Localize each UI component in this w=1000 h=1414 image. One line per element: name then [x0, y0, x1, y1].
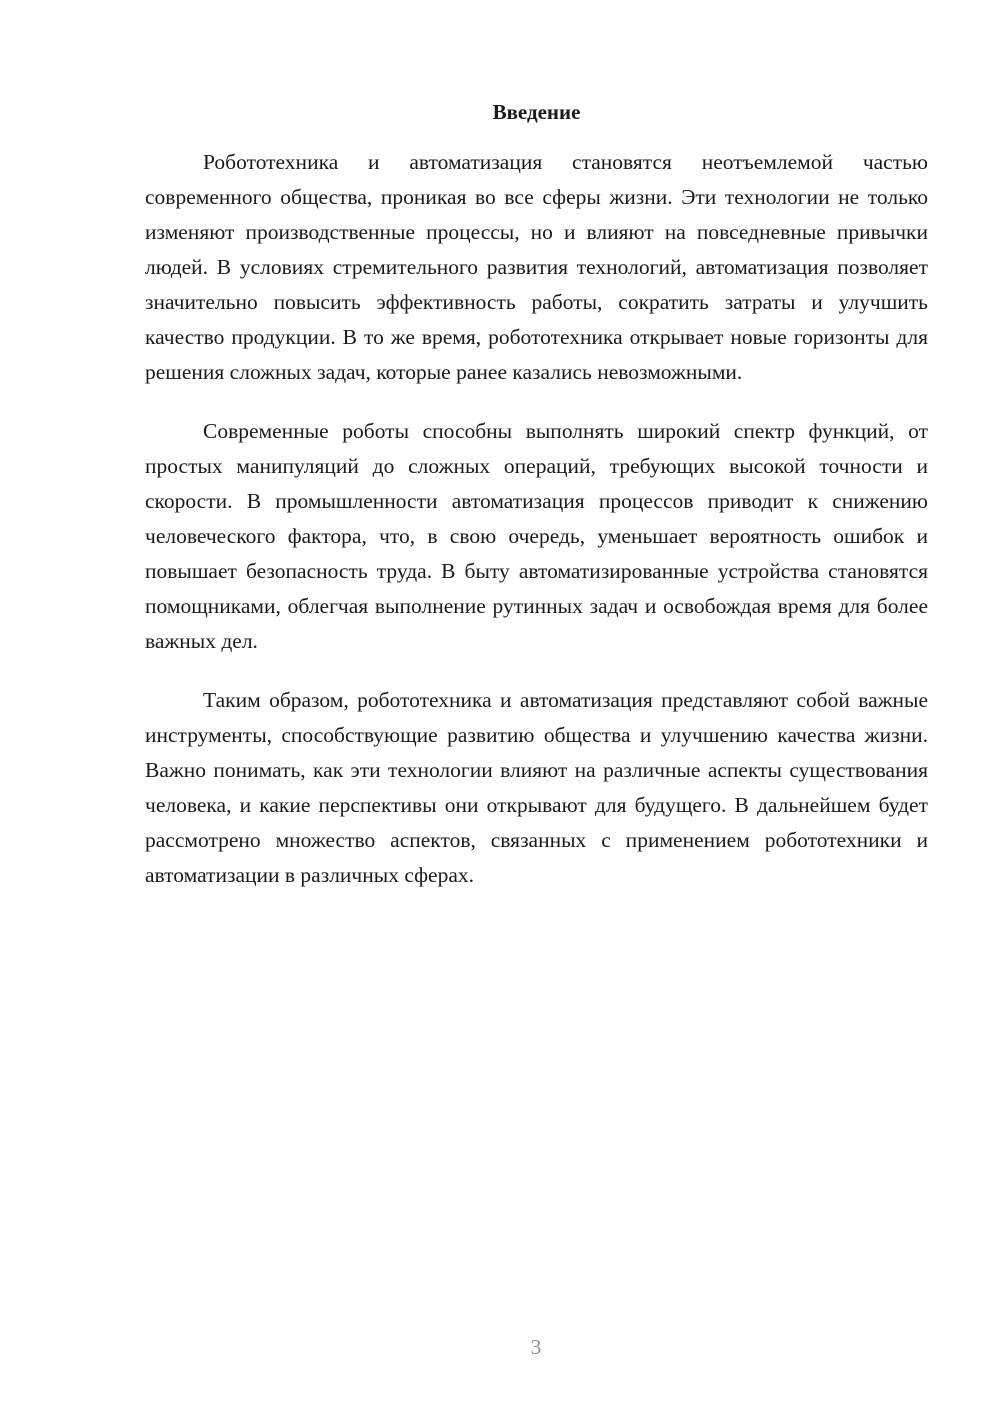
document-body — [145, 145, 928, 917]
page-number: 3 — [530, 1335, 542, 1359]
section-heading: Введение — [492, 100, 581, 124]
paragraph-3: Таким образом, робототехника и автоматизация представляют собой важные инструменты, способствующие развитию общества и улучшению качества жизни. Важно понимать, как эти технологии влияют на различные аспекты существования человека, и какие перспективы они открывают для будущего. В дальнейшем будет рассмотрено множество аспектов, связанных с применением робототехники и автоматизации в различных сферах. — [145, 688, 928, 887]
paragraph-1: Робототехника и автоматизация становятся неотъемлемой частью современного общества, проникая во все сферы жизни. Эти технологии не только изменяют производственные процессы, но и влияют на повседневные привычки людей. В условиях стремительного развития технологий, автоматизация позволяет значительно повысить эффективность работы, сократить затраты и улучшить качество продукции. В то же время, робототехника открывает новые горизонты для решения сложных задач, которые ранее казались невозможными. — [145, 150, 928, 384]
paragraph-2: Современные роботы способны выполнять широкий спектр функций, от простых манипуляций до сложных операций, требующих высокой точности и скорости. В промышленности автоматизация процессов приводит к снижению человеческого фактора, что, в свою очередь, уменьшает вероятность ошибок и повышает безопасность труда. В быту автоматизированные устройства становятся помощниками, облегчая выполнение рутинных задач и освобождая время для более важных дел. — [145, 419, 928, 653]
